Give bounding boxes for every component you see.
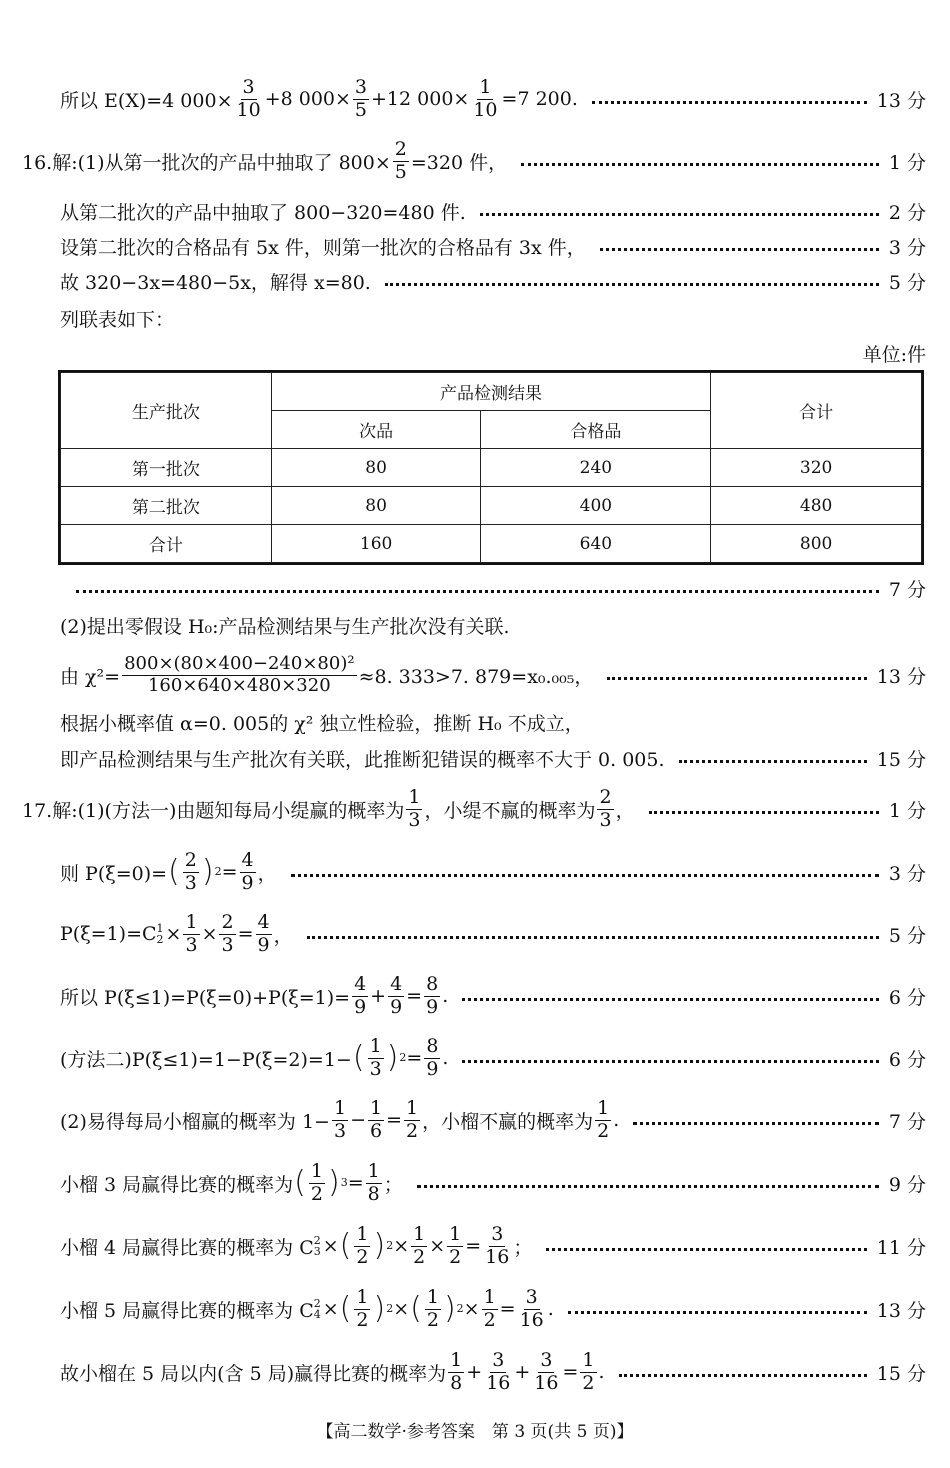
cell: 160 — [271, 525, 481, 563]
q17-line-10 — [60, 1346, 926, 1398]
q16-line-7: (2)提出零假设 H₀:产品检测结果与生产批次没有关联. — [60, 615, 510, 638]
text: ， — [257, 862, 277, 885]
score-label: 15 分 — [876, 748, 926, 771]
text: × — [393, 1298, 410, 1320]
text: = — [499, 1298, 516, 1320]
dot-leader — [546, 1248, 866, 1251]
text: × — [165, 923, 182, 945]
dot-leader — [568, 1311, 867, 1314]
text: 故小榴在 5 局以内(含 5 局)赢得比赛的概率为 — [60, 1362, 447, 1385]
paren: ) — [373, 1228, 386, 1263]
text: = — [237, 923, 254, 945]
paren: ( — [410, 1291, 422, 1326]
score-label: 1 分 — [888, 151, 926, 174]
fraction: $\frac{2}{5}$ — [394, 137, 407, 183]
text: . — [598, 1361, 605, 1383]
dot-leader — [633, 1122, 879, 1125]
text: +8 000× — [264, 88, 351, 110]
score-label: 3 分 — [888, 236, 926, 259]
cell: 640 — [481, 525, 711, 563]
page-footer: 【高二数学·参考答案 第 3 页(共 5 页)】 — [316, 1422, 634, 1442]
header-result: 产品检测结果 — [271, 373, 710, 411]
score-label: 7 分 — [888, 1110, 926, 1133]
dot-leader — [462, 998, 879, 1001]
fraction: $\frac{1}{2}$ — [413, 1222, 426, 1268]
paren: ( — [352, 1040, 365, 1075]
cell: 320 — [711, 449, 922, 487]
q16-line-2: 从第二批次的产品中抽取了 800−320=480 件. 2 分 — [60, 196, 926, 226]
fraction: $\frac{4}{9}$ — [241, 848, 254, 894]
dot-leader — [307, 936, 879, 939]
text: (2)易得每局小榴赢的概率为 1− — [60, 1110, 330, 1133]
q17-line-2: 则 P(ξ=0)= ( $\frac{2}{3}$ ) 2 = $\frac{4}{9}$ ， 3 分 — [60, 848, 926, 894]
combination-index: 2 3 — [313, 1234, 321, 1258]
q17-line-6 — [60, 1094, 926, 1146]
dot-leader — [619, 1374, 867, 1377]
fraction: $\frac{2}{3}$ — [599, 785, 612, 831]
paren: ) — [443, 1291, 456, 1326]
table-row — [61, 449, 922, 487]
fraction: $\frac{1}{10}$ — [473, 75, 498, 121]
q17-line-1 — [22, 784, 926, 834]
fraction: $\frac{1}{8}$ — [367, 1159, 380, 1205]
table-row — [61, 487, 922, 525]
text: = — [347, 1172, 364, 1194]
score-label: 11 分 — [876, 1236, 926, 1259]
q16-line-10: 即产品检测结果与生产批次有关联，此推断犯错误的概率不大于 0. 005. 15 分 — [60, 743, 926, 773]
text: 所以 P(ξ≤1)=P(ξ=0)+P(ξ=1)= — [60, 986, 351, 1009]
dot-leader — [76, 590, 879, 593]
text: 小榴 4 局赢得比赛的概率为 C — [60, 1236, 314, 1259]
paren: ) — [201, 854, 214, 889]
dot-leader — [600, 248, 879, 251]
fraction: $\frac{1}{2}$ — [310, 1159, 323, 1205]
text: = — [465, 1235, 482, 1257]
q17-line-5: (方法二)P(ξ≤1)=1−P(ξ=2)=1− ( $\frac{1}{3}$ ) 2 = $\frac{8}{9}$ . 6 分 — [60, 1034, 926, 1080]
text: =320 件， — [410, 151, 508, 174]
score-label: 7 分 — [888, 578, 926, 601]
paren: ) — [386, 1040, 399, 1075]
fraction: $\frac{1}{2}$ — [356, 1285, 369, 1331]
fraction: $\frac{1}{2}$ — [449, 1222, 462, 1268]
fraction: $\frac{1}{3}$ — [333, 1096, 347, 1142]
text: 则 P(ξ=0)= — [60, 862, 168, 885]
text: . — [442, 1047, 449, 1069]
paren: ) — [327, 1165, 340, 1200]
fraction: $\frac{1}{8}$ — [450, 1348, 463, 1394]
fraction: $\frac{1}{3}$ — [185, 910, 198, 956]
q16-table-score — [62, 573, 926, 603]
cell: 第一批次 — [61, 449, 272, 487]
contingency-table — [60, 372, 922, 563]
text: = — [406, 985, 423, 1007]
text: × — [393, 1235, 410, 1257]
cell: 合计 — [61, 525, 272, 563]
text: = — [562, 1361, 579, 1383]
text: − — [350, 1109, 366, 1131]
cell: 80 — [271, 449, 481, 487]
score-label: 6 分 — [888, 1048, 926, 1071]
score-label: 15 分 — [876, 1362, 926, 1385]
text: + — [370, 985, 387, 1007]
combination-index: 2 4 — [313, 1297, 321, 1321]
answer-line-expectation — [60, 74, 926, 124]
text: (方法二)P(ξ≤1)=1−P(ξ=2)=1− — [60, 1048, 352, 1071]
text: . — [547, 1298, 554, 1320]
score-label: 9 分 — [888, 1173, 926, 1196]
fraction: $\frac{4}{9}$ — [257, 910, 270, 956]
dot-leader — [417, 1185, 879, 1188]
q17-line-4 — [60, 970, 926, 1022]
text: × — [322, 1298, 339, 1320]
score-label: 3 分 — [888, 862, 926, 885]
table-row — [61, 525, 922, 563]
text: P(ξ=1)=C — [60, 923, 157, 945]
fraction: $\frac{1}{3}$ — [408, 785, 421, 831]
text: 小榴 5 局赢得比赛的概率为 C — [60, 1299, 314, 1322]
fraction: $\frac{\text{800×(80×400−240×80)²}}{160\times 640\times 480\times 320}$ — [124, 652, 355, 696]
fraction: $\frac{3}{16}$ — [486, 1348, 511, 1394]
score-label: 5 分 — [888, 271, 926, 294]
text: 小榴 3 局赢得比赛的概率为 — [60, 1173, 294, 1196]
text: × — [322, 1235, 339, 1257]
fraction: $\frac{1}{2}$ — [582, 1348, 595, 1394]
score-label: 5 分 — [888, 924, 926, 947]
fraction: $\frac{3}{5}$ — [354, 75, 368, 121]
text: 由 χ²= — [60, 665, 121, 688]
cell: 240 — [481, 449, 711, 487]
paren: ( — [294, 1165, 306, 1200]
dot-leader — [462, 1060, 878, 1063]
text: . — [442, 985, 449, 1007]
fraction: $\frac{3}{10}$ — [236, 75, 261, 121]
cell: 第二批次 — [61, 487, 272, 525]
text: = — [406, 1047, 423, 1069]
text: ，小缇不赢的概率为 — [424, 799, 596, 822]
q16-line-3: 设第二批次的合格品有 5x 件，则第一批次的合格品有 3x 件， 3 分 — [60, 231, 926, 261]
fraction: $\frac{8}{9}$ — [426, 1034, 439, 1080]
dot-leader — [679, 760, 867, 763]
score-label: 13 分 — [876, 89, 926, 112]
q16-line-1 — [22, 136, 926, 186]
fraction: $\frac{1}{3}$ — [369, 1034, 382, 1080]
fraction: $\frac{1}{6}$ — [369, 1096, 383, 1142]
text: ； — [383, 1173, 403, 1196]
cell: 400 — [481, 487, 711, 525]
text: 16.解:(1)从第一批次的产品中抽取了 800× — [22, 151, 391, 174]
fraction: $\frac{3}{16}$ — [519, 1285, 544, 1331]
q16-line-9: 根据小概率值 α=0. 005的 χ² 独立性检验，推断 H₀ 不成立， — [60, 712, 584, 735]
fraction: $\frac{2}{3}$ — [184, 848, 197, 894]
text: × — [201, 923, 218, 945]
score-label: 13 分 — [876, 665, 926, 688]
text: =7 200. — [501, 88, 578, 110]
text: = — [386, 1109, 402, 1131]
cell: 80 — [271, 487, 481, 525]
text: ≈8. 333>7. 879=x₀.₀₀₅， — [358, 665, 594, 688]
q16-line-5: 列联表如下： — [60, 308, 175, 331]
score-label: 1 分 — [888, 799, 926, 822]
cell: 800 — [711, 525, 922, 563]
unit-label: 单位:件 — [862, 344, 926, 366]
text: ，小榴不赢的概率为 — [422, 1110, 594, 1133]
dot-leader — [607, 677, 866, 680]
text: × — [429, 1235, 446, 1257]
fraction: $\frac{4}{9}$ — [390, 972, 403, 1018]
score-label: 6 分 — [888, 986, 926, 1009]
fraction: $\frac{1}{2}$ — [483, 1285, 496, 1331]
fraction: $\frac{4}{9}$ — [354, 972, 367, 1018]
fraction: $\frac{3}{16}$ — [485, 1222, 510, 1268]
paren: ) — [373, 1291, 386, 1326]
fraction: $\frac{1}{2}$ — [597, 1096, 610, 1142]
text: ， — [615, 799, 635, 822]
dot-leader — [291, 874, 879, 877]
text: 17.解:(1)(方法一)由题知每局小缇赢的概率为 — [22, 799, 405, 822]
cell: 480 — [711, 487, 922, 525]
fraction: $\frac{3}{16}$ — [534, 1348, 559, 1394]
q17-line-3 — [60, 908, 926, 960]
text: + — [514, 1361, 531, 1383]
score-label: 13 分 — [876, 1299, 926, 1322]
text: + — [466, 1361, 483, 1383]
fraction: $\frac{2}{3}$ — [221, 910, 234, 956]
q17-line-7: 小榴 3 局赢得比赛的概率为 ( $\frac{1}{2}$ ) 3 = $\frac{1}{8}$ ； 9 分 — [60, 1159, 926, 1205]
fraction: $\frac{1}{2}$ — [406, 1096, 419, 1142]
dot-leader — [649, 811, 879, 814]
fraction: $\frac{1}{2}$ — [356, 1222, 369, 1268]
header-total: 合计 — [711, 373, 922, 449]
fraction: $\frac{8}{9}$ — [426, 972, 439, 1018]
fraction: $\frac{1}{2}$ — [426, 1285, 439, 1331]
text: . — [613, 1109, 620, 1131]
text: = — [221, 861, 238, 883]
q16-line-4: 故 320−3x=480−5x，解得 x=80. 5 分 — [60, 266, 926, 296]
dot-leader — [592, 101, 867, 104]
dot-leader — [480, 213, 879, 216]
q16-line-chi — [60, 650, 926, 700]
q17-line-8: 小榴 4 局赢得比赛的概率为 C 2 3 × ( $\frac{1}{2}$ ) 2 × $\frac{1}{2}$ × $\frac{1}{2}$ = $\frac{3}{16}$ ； 11 分 — [60, 1222, 926, 1268]
dot-leader — [385, 283, 879, 286]
paren: ( — [339, 1228, 352, 1263]
paren: ( — [339, 1291, 352, 1326]
text: +12 000× — [371, 88, 470, 110]
score-label: 2 分 — [888, 201, 926, 224]
text: × — [463, 1298, 480, 1320]
combination-index: 1 2 — [156, 922, 164, 946]
header-batch: 生产批次 — [61, 373, 272, 449]
text: 所以 E(X)=4 000× — [60, 89, 233, 112]
q17-line-9: 小榴 5 局赢得比赛的概率为 C 2 4 × ( $\frac{1}{2}$ ) 2 × ( $\frac{1}{2}$ ) 2 × $\frac{1}{2}$ = $\frac{3}{16}$ . 13 分 — [60, 1285, 926, 1331]
text: ， — [273, 924, 293, 947]
header-qualified: 合格品 — [481, 411, 711, 449]
header-defect: 次品 — [271, 411, 481, 449]
dot-leader — [521, 163, 879, 166]
text: ； — [513, 1236, 533, 1259]
paren: ( — [168, 854, 180, 889]
